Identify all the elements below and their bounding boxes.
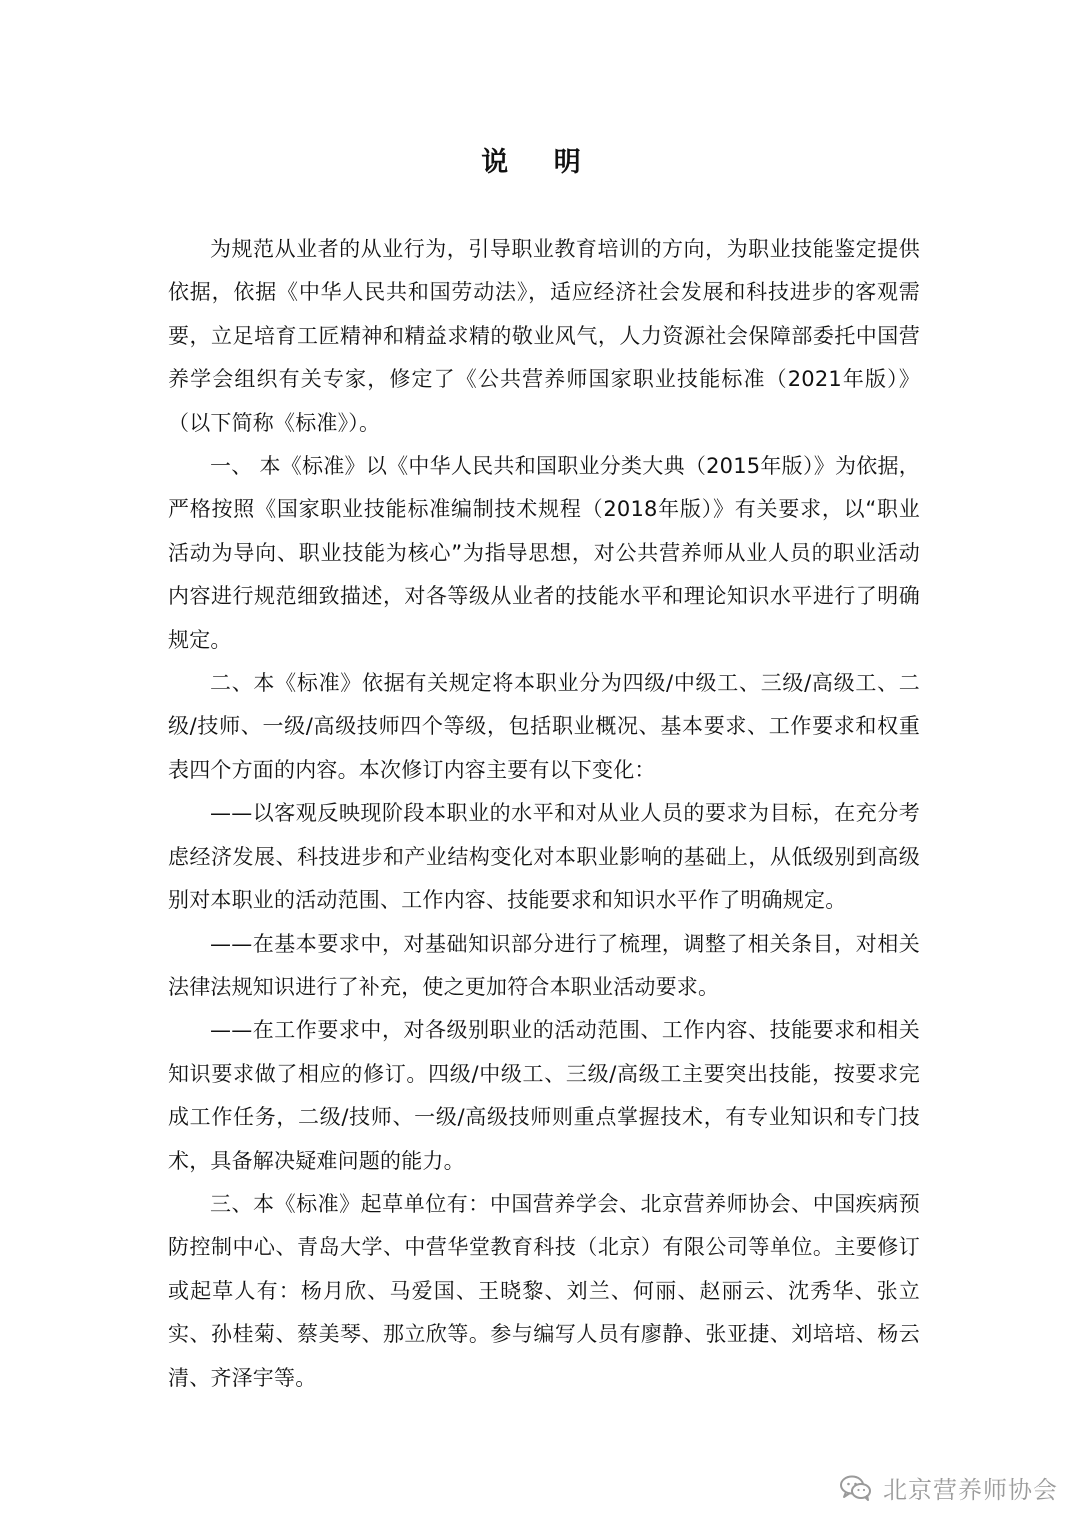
paragraph-5: ——在工作要求中，对各级别职业的活动范围、工作内容、技能要求和相关知识要求做了相应的修订。四级/中级工、三级/高级工主要突出技能，按要求完成工作任务，二级/技师、一级/高级技师则重点掌握技术，有专业知识和专门技术，具备解决疑难问题的能力。 [168,1018,920,1173]
paragraph-6: 三、本《标准》起草单位有：中国营养学会、北京营养师协会、中国疾病预防控制中心、青岛大学、中营华堂教育科技（北京）有限公司等单位。主要修订或起草人有：杨月欣、马爱国、王晓黎、刘兰、何丽、赵丽云、沈秀华、张立实、孙桂菊、蔡美琴、那立欣等。参与编写人员有廖静、张亚捷、刘培培、杨云清、齐泽宇等。 [168,1191,920,1390]
footer-label: 北京营养师协会 [883,1476,1058,1504]
intro-paragraph: 为规范从业者的从业行为，引导职业教育培训的方向，为职业技能鉴定提供依据，依据《中华人民共和国劳动法》，适应经济社会发展和科技进步的客观需要，立足培育工匠精神和精益求精的敬业风气，人力资源社会保障部委托中国营养学会组织有关专家，修定了《公共营养师国家职业技能标准（2021年版）》（以下简称《标准》）。 [168,237,920,435]
document-body [168,228,920,1400]
paragraph-4: ——在基本要求中，对基础知识部分进行了梳理，调整了相关条目，对相关法律法规知识进行了补充，使之更加符合本职业活动要求。 [168,931,920,999]
paragraph-3: ——以客观反映现阶段本职业的水平和对从业人员的要求为目标，在充分考虑经济发展、科技进步和产业结构变化对本职业影响的基础上，从低级别到高级别对本职业的活动范围、工作内容、技能要求和知识水平作了明确规定。 [168,801,920,913]
page-title: 说 明 [481,147,599,178]
paragraph-1: 一、 本《标准》以《中华人民共和国职业分类大典（2015年版）》为依据，严格按照《国家职业技能标准编制技术规程（2018年版）》有关要求，以“职业活动为导向、职业技能为核心”为指导思想，对公共营养师从业人员的职业活动内容进行规范细致描述，对各等级从业者的技能水平和理论知识水平进行了明确规定。 [168,454,920,652]
footer-watermark [839,1470,1058,1505]
wechat-icon [839,1474,873,1502]
paragraph-2: 二、本《标准》依据有关规定将本职业分为四级/中级工、三级/高级工、二级/技师、一级/高级技师四个等级，包括职业概况、基本要求、工作要求和权重表四个方面的内容。本次修订内容主要有以下变化： [168,671,920,782]
